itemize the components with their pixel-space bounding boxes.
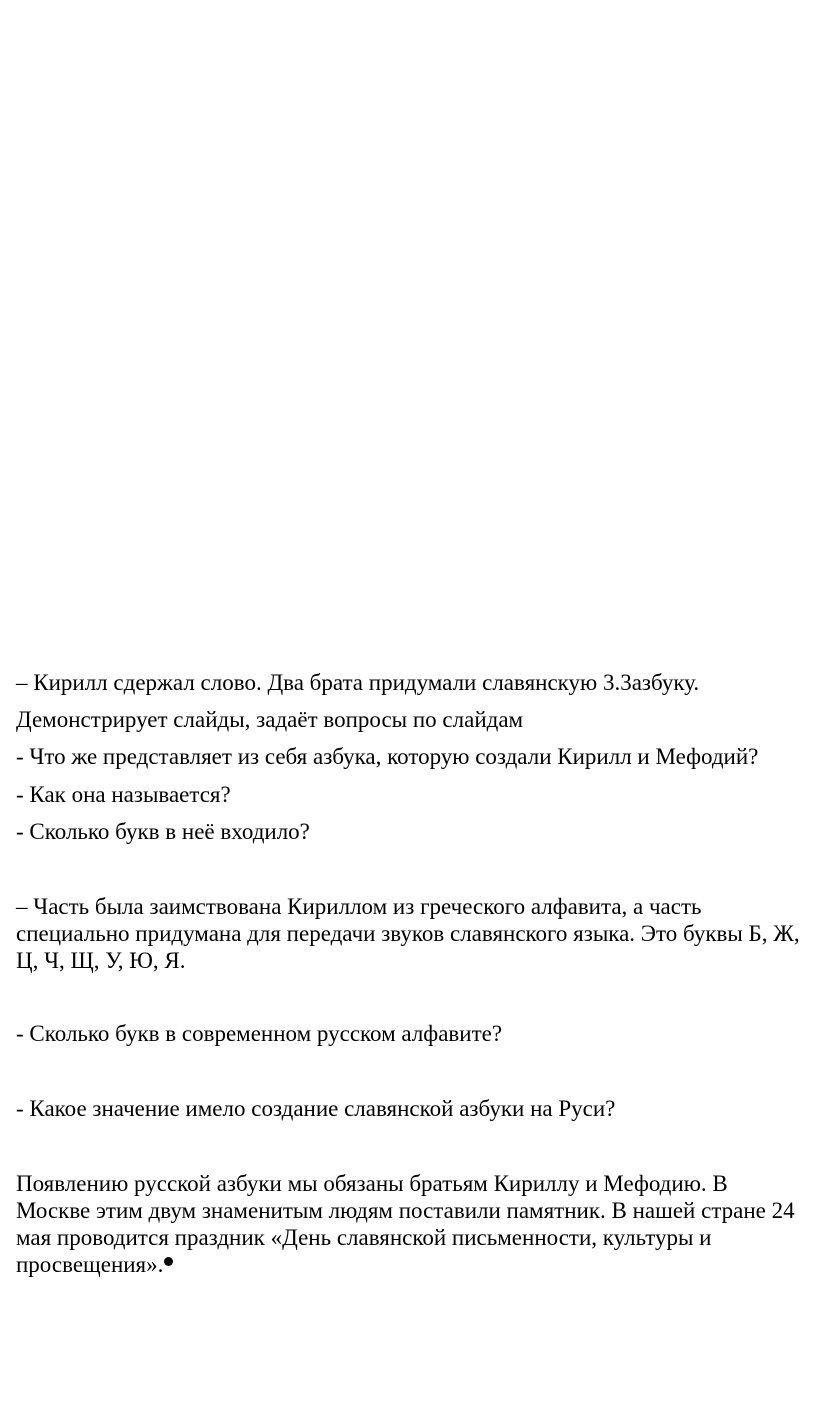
text-line-question-letters-count: - Сколько букв в неё входило?: [16, 819, 310, 844]
text-line-question-modern-alphabet: - Сколько букв в современном русском алфавите?: [16, 1021, 503, 1046]
text-line-question-significance: - Какое значение имело создание славянской азбуки на Руси?: [16, 1096, 616, 1121]
text-line-question-name: - Как она называется?: [16, 782, 231, 807]
paragraph-holiday-text: Появлению русской азбуки мы обязаны братьям Кириллу и Мефодию. В Москве этим двум знаменитым людям поставили памятник. В нашей стране 24 мая проводится праздник «День славянской письменности, культуры и просвещения».: [16, 1171, 795, 1277]
bullet-dot-icon: [164, 1257, 173, 1266]
paragraph-borrowed-letters: – Часть была заимствована Кириллом из греческого алфавита, а часть специально придумана для передачи звуков славянского языка. Это буквы Б, Ж, Ц, Ч, Щ, У, Ю, Я.: [16, 894, 800, 973]
text-line-kirill-word: – Кирилл сдержал слово. Два брата придумали славянскую 3.3азбуку.: [16, 670, 700, 695]
text-line-demonstrates-slides: Демонстрирует слайды, задаёт вопросы по слайдам: [16, 707, 524, 732]
text-line-question-alphabet-created: - Что же представляет из себя азбука, которую создали Кирилл и Мефодий?: [16, 744, 759, 769]
paragraph-holiday: [16, 1170, 806, 1278]
